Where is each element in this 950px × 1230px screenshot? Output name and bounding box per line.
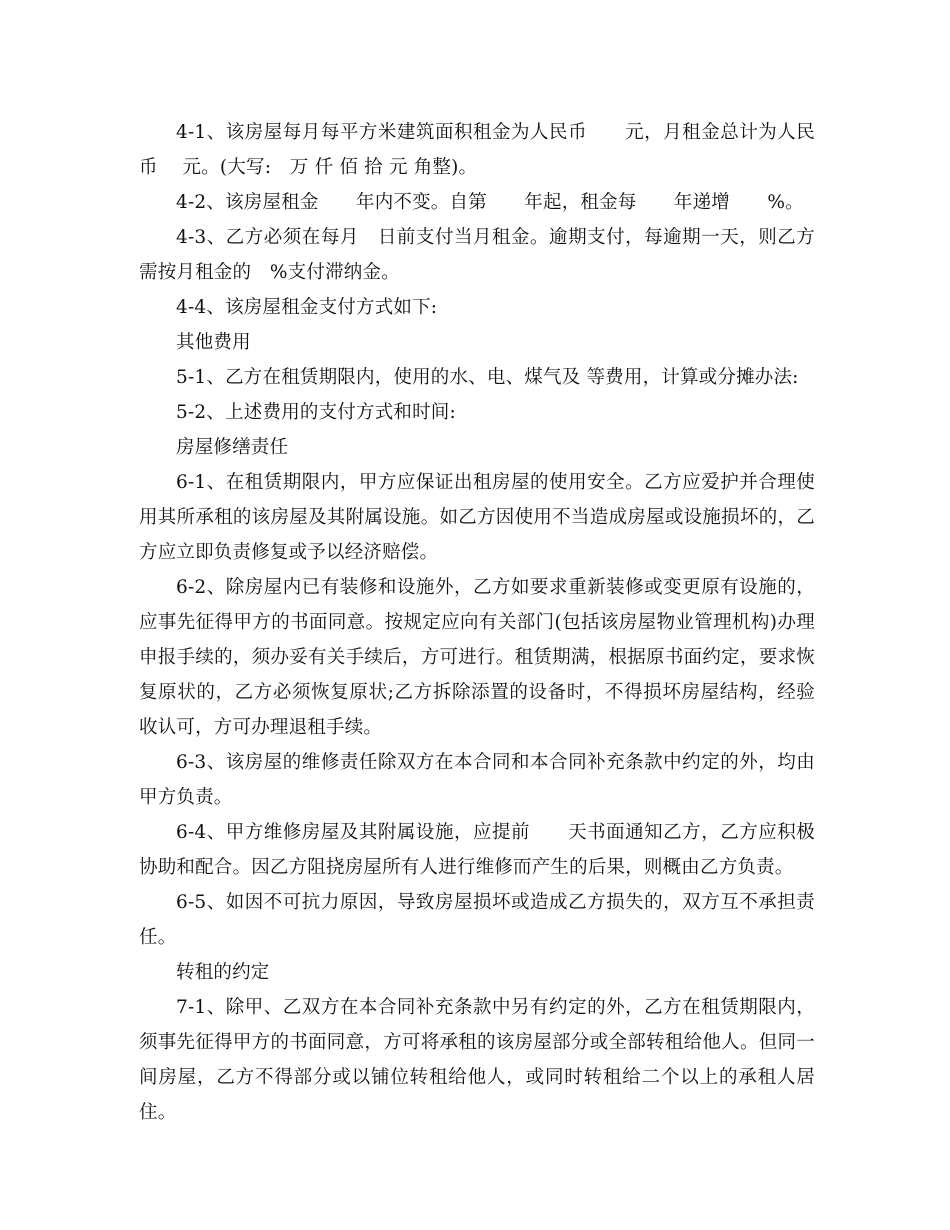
- clause-4-3: 4-3、乙方必须在每月 日前支付当月租金。逾期支付，每逾期一天，则乙方需按月租金的 %支付滞纳金。: [139, 227, 815, 283]
- clause-6-2: 6-2、除房屋内已有装修和设施外，乙方如要求重新装修或变更原有设施的，应事先征得甲方的书面同意。按规定应向有关部门(包括该房屋物业管理机构)办理申报手续的，须办妥有关手续后，方可进行。租赁期满，根据原书面约定，要求恢复原状的，乙方必须恢复原状;乙方拆除添置的设备时，不得损坏房屋结构，经验收认可，方可办理退租手续。: [139, 577, 815, 738]
- section-heading-other-fees: 其他费用: [176, 332, 251, 353]
- section-heading-sublease: 转租的约定: [176, 962, 270, 983]
- clause-4-2: 4-2、该房屋租金 年内不变。自第 年起，租金每 年递增 %。: [176, 192, 804, 213]
- clause-6-1: 6-1、在租赁期限内，甲方应保证出租房屋的使用安全。乙方应爱护并合理使用其所承租的该房屋及其附属设施。如乙方因使用不当造成房屋或设施损坏的，乙方应立即负责修复或予以经济赔偿。: [139, 472, 815, 563]
- document-body: [139, 115, 815, 1130]
- clause-5-2: 5-2、上述费用的支付方式和时间:: [176, 402, 456, 423]
- clause-7-1: 7-1、除甲、乙双方在本合同补充条款中另有约定的外，乙方在租赁期限内，须事先征得甲方的书面同意，方可将承租的该房屋部分或全部转租给他人。但同一间房屋，乙方不得部分或以铺位转租给他人，或同时转租给二个以上的承租人居住。: [139, 997, 815, 1123]
- clause-4-4: 4-4、该房屋租金支付方式如下:: [176, 297, 438, 318]
- clause-5-1: 5-1、乙方在租赁期限内，使用的水、电、煤气及 等费用，计算或分摊办法:: [176, 367, 799, 388]
- clause-6-5: 6-5、如因不可抗力原因，导致房屋损坏或造成乙方损失的，双方互不承担责任。: [139, 892, 815, 948]
- clause-6-3: 6-3、该房屋的维修责任除双方在本合同和本合同补充条款中约定的外，均由甲方负责。: [139, 752, 815, 808]
- clause-6-4: 6-4、甲方维修房屋及其附属设施，应提前 天书面通知乙方，乙方应积极协助和配合。因乙方阻挠房屋所有人进行维修而产生的后果，则概由乙方负责。: [139, 822, 815, 878]
- clause-4-1: 4-1、该房屋每月每平方米建筑面积租金为人民币 元，月租金总计为人民币 元。(大写: 万 仟 佰 拾 元 角整)。: [139, 122, 815, 178]
- section-heading-repair: 房屋修缮责任: [176, 437, 289, 458]
